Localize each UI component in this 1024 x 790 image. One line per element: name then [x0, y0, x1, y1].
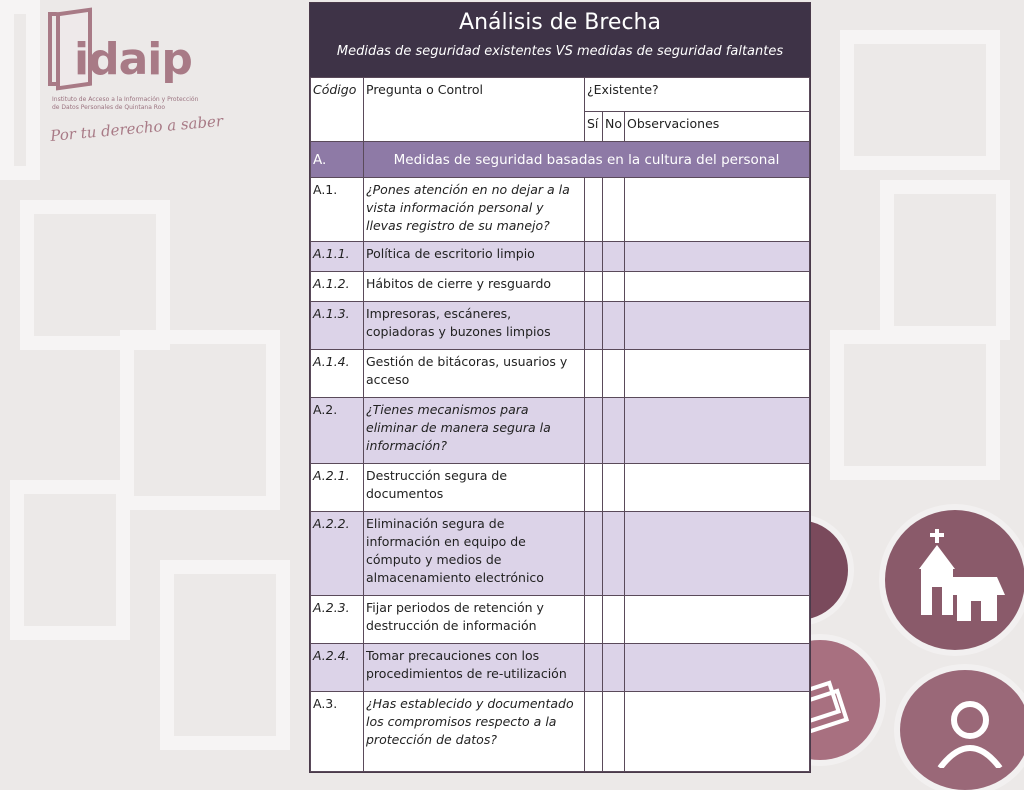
cell-no[interactable]	[603, 692, 625, 772]
logo-slogan: Por tu derecho a saber	[49, 111, 224, 145]
table-row	[311, 512, 810, 596]
row-code: A.3.	[311, 692, 364, 772]
row-code: A.1.	[311, 178, 364, 242]
page-subtitle: Medidas de seguridad existentes VS medidas de seguridad faltantes	[336, 44, 784, 59]
table-row	[311, 242, 810, 272]
background-tile	[0, 0, 40, 180]
logo-brand: idaip	[74, 34, 192, 85]
section-code: A.	[311, 142, 364, 178]
background-tile	[10, 480, 130, 640]
cell-observaciones[interactable]	[625, 302, 810, 350]
cell-no[interactable]	[603, 512, 625, 596]
row-text: Tomar precauciones con los procedimientos de re-utilización	[364, 644, 585, 692]
table-row	[311, 398, 810, 464]
table-row	[311, 692, 810, 772]
header-pregunta: Pregunta o Control	[364, 78, 585, 142]
table-row	[311, 178, 810, 242]
row-text: Destrucción segura de documentos	[364, 464, 585, 512]
gap-analysis-table	[309, 2, 811, 773]
row-text: ¿Tienes mecanismos para eliminar de manera segura la información?	[364, 398, 585, 464]
cell-no[interactable]	[603, 350, 625, 398]
header-si: Sí	[585, 112, 603, 142]
header-codigo: Código	[311, 78, 364, 142]
row-text: Gestión de bitácoras, usuarios y acceso	[364, 350, 585, 398]
row-code: A.2.4.	[311, 644, 364, 692]
row-text: Fijar periodos de retención y destrucción de información	[364, 596, 585, 644]
controls-table	[310, 77, 810, 772]
background-tile	[830, 330, 1000, 480]
cell-observaciones[interactable]	[625, 178, 810, 242]
table-row	[311, 272, 810, 302]
cell-observaciones[interactable]	[625, 272, 810, 302]
background-tile	[880, 180, 1010, 340]
row-text: ¿Pones atención en no dejar a la vista información personal y llevas registro de su manejo?	[364, 178, 585, 242]
cell-si[interactable]	[585, 644, 603, 692]
cell-no[interactable]	[603, 272, 625, 302]
cell-no[interactable]	[603, 242, 625, 272]
cell-si[interactable]	[585, 350, 603, 398]
table-row	[311, 644, 810, 692]
cell-no[interactable]	[603, 644, 625, 692]
cell-si[interactable]	[585, 242, 603, 272]
header-observaciones: Observaciones	[625, 112, 810, 142]
cell-si[interactable]	[585, 302, 603, 350]
cell-observaciones[interactable]	[625, 596, 810, 644]
cell-observaciones[interactable]	[625, 644, 810, 692]
row-code: A.1.1.	[311, 242, 364, 272]
cell-no[interactable]	[603, 596, 625, 644]
page-title: Análisis de Brecha	[459, 10, 661, 35]
cell-si[interactable]	[585, 178, 603, 242]
title-band	[310, 3, 810, 77]
section-title: Medidas de seguridad basadas en la cultura del personal	[364, 142, 810, 178]
background-tile	[20, 200, 170, 350]
cell-observaciones[interactable]	[625, 512, 810, 596]
table-row	[311, 302, 810, 350]
background-tile	[840, 30, 1000, 170]
section-row	[311, 142, 810, 178]
table-row	[311, 350, 810, 398]
table-row	[311, 464, 810, 512]
cell-si[interactable]	[585, 272, 603, 302]
row-code: A.2.	[311, 398, 364, 464]
cell-no[interactable]	[603, 464, 625, 512]
table-row	[311, 596, 810, 644]
church-icon	[905, 525, 1015, 635]
cell-observaciones[interactable]	[625, 242, 810, 272]
header-no: No	[603, 112, 625, 142]
cell-si[interactable]	[585, 512, 603, 596]
row-text: ¿Has establecido y documentado los compromisos respecto a la protección de datos?	[364, 692, 585, 772]
cell-observaciones[interactable]	[625, 464, 810, 512]
cell-no[interactable]	[603, 398, 625, 464]
cell-si[interactable]	[585, 596, 603, 644]
row-code: A.1.3.	[311, 302, 364, 350]
background-tile	[160, 560, 290, 750]
cell-si[interactable]	[585, 692, 603, 772]
logo-institution: Instituto de Acceso a la Información y Protección de Datos Personales de Quintana Roo	[52, 96, 199, 111]
cell-observaciones[interactable]	[625, 350, 810, 398]
header-row	[311, 78, 810, 112]
row-text: Impresoras, escáneres, copiadoras y buzones limpios	[364, 302, 585, 350]
row-text: Eliminación segura de información en equipo de cómputo y medios de almacenamiento electrónico	[364, 512, 585, 596]
cell-no[interactable]	[603, 178, 625, 242]
row-text: Política de escritorio limpio	[364, 242, 585, 272]
row-code: A.1.4.	[311, 350, 364, 398]
cell-observaciones[interactable]	[625, 398, 810, 464]
row-code: A.2.3.	[311, 596, 364, 644]
cell-observaciones[interactable]	[625, 692, 810, 772]
row-code: A.2.1.	[311, 464, 364, 512]
row-code: A.1.2.	[311, 272, 364, 302]
header-existente: ¿Existente?	[585, 78, 810, 112]
row-text: Hábitos de cierre y resguardo	[364, 272, 585, 302]
cell-si[interactable]	[585, 464, 603, 512]
cell-no[interactable]	[603, 302, 625, 350]
user-icon	[930, 698, 1010, 768]
row-code: A.2.2.	[311, 512, 364, 596]
idaip-logo	[48, 8, 224, 158]
background-tile	[120, 330, 280, 510]
cell-si[interactable]	[585, 398, 603, 464]
